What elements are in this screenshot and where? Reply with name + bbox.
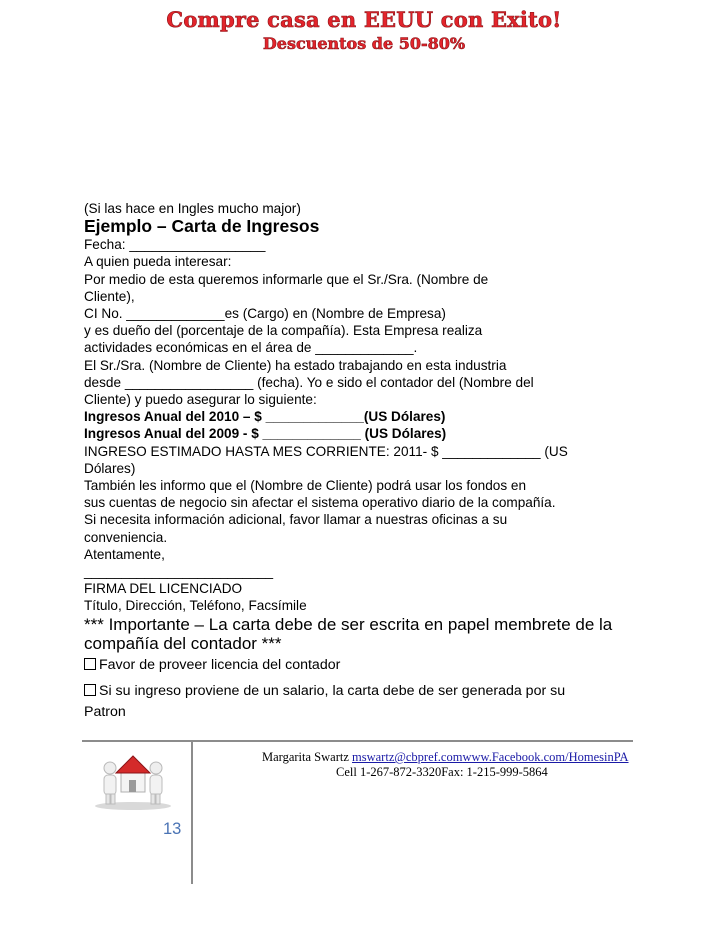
letter-heading: Ejemplo – Carta de Ingresos — [84, 216, 320, 237]
body-line: actividades económicas en el área de _____________. — [84, 340, 418, 356]
body-line: Cliente), — [84, 288, 135, 304]
footer-email-link[interactable]: mswartz@cbpref.com — [352, 750, 463, 764]
income-2009: Ingresos Anual del 2009 - $ _____________ (US Dólares) — [84, 426, 447, 442]
signature-label: FIRMA DEL LICENCIADO — [84, 581, 243, 597]
checklist-text: Favor de proveer licencia del contador — [99, 656, 341, 673]
checkbox-icon — [84, 658, 96, 670]
signature-line: _________________________ — [84, 564, 274, 580]
body-line: y es dueño del (porcentaje de la compañía). Esta Empresa realiza — [84, 323, 483, 339]
footer-contact-line — [262, 750, 629, 765]
body-line: Si necesita información adicional, favor llamar a nuestras oficinas a su — [84, 512, 508, 528]
footer-phone-line — [336, 765, 548, 780]
body-line: Por medio de esta queremos informarle que el Sr./Sra. (Nombre de — [84, 271, 489, 287]
checkbox-icon — [84, 684, 96, 696]
footer-divider — [82, 740, 633, 742]
checklist-text: Si su ingreso proviene de un salario, la carta debe de ser generada por su — [99, 682, 566, 699]
income-2010: Ingresos Anual del 2010 – $ _____________(US Dólares) — [84, 409, 446, 425]
closing: Atentamente, — [84, 546, 165, 562]
footer-vertical-divider — [191, 740, 193, 884]
checklist-text-cont: Patron — [84, 703, 126, 720]
body-line: conveniencia. — [84, 529, 168, 545]
estimate-line: INGRESO ESTIMADO HASTA MES CORRIENTE: 2011- $ _____________ (US — [84, 443, 568, 459]
body-line: También les informo que el (Nombre de Cliente) podrá usar los fondos en — [84, 478, 527, 494]
body-line: Cliente) y puedo asegurar lo siguiente: — [84, 392, 317, 408]
body-line: Fecha: __________________ — [84, 237, 266, 253]
estimate-line: Dólares) — [84, 460, 136, 476]
signature-details: Título, Dirección, Teléfono, Facsímile — [84, 598, 307, 614]
footer-fax: Fax: 1-215-999-5864 — [441, 765, 548, 779]
footer-cell: Cell 1-267-872-3320 — [336, 765, 442, 779]
body-line: sus cuentas de negocio sin afectar el sistema operativo diario de la compañía. — [84, 495, 556, 511]
page-number: 13 — [163, 820, 182, 838]
body-line: CI No. _____________es (Cargo) en (Nombre de Empresa) — [84, 306, 446, 322]
house-carriers-icon — [88, 748, 178, 812]
header-subtitle: Descuentos de 50-80% — [262, 34, 466, 53]
important-note: *** Importante – La carta debe de ser escrita en papel membrete de la — [84, 614, 613, 634]
header-title: Compre casa en EEUU con Exito! — [166, 7, 562, 32]
body-line: El Sr./Sra. (Nombre de Cliente) ha estado trabajando en esta industria — [84, 357, 507, 373]
checklist-item — [84, 656, 644, 674]
body-line: A quien pueda interesar: — [84, 254, 232, 270]
footer-name: Margarita Swartz — [262, 750, 349, 764]
letter-body — [84, 200, 644, 721]
note: (Si las hace en Ingles mucho major) — [84, 201, 301, 216]
checklist-item — [84, 682, 644, 700]
important-note: compañía del contador *** — [84, 634, 282, 654]
body-line: desde _________________ (fecha). Yo e sido el contador del (Nombre del — [84, 374, 534, 390]
footer-website-link[interactable]: www.Facebook.com/HomesinPA — [462, 750, 629, 764]
